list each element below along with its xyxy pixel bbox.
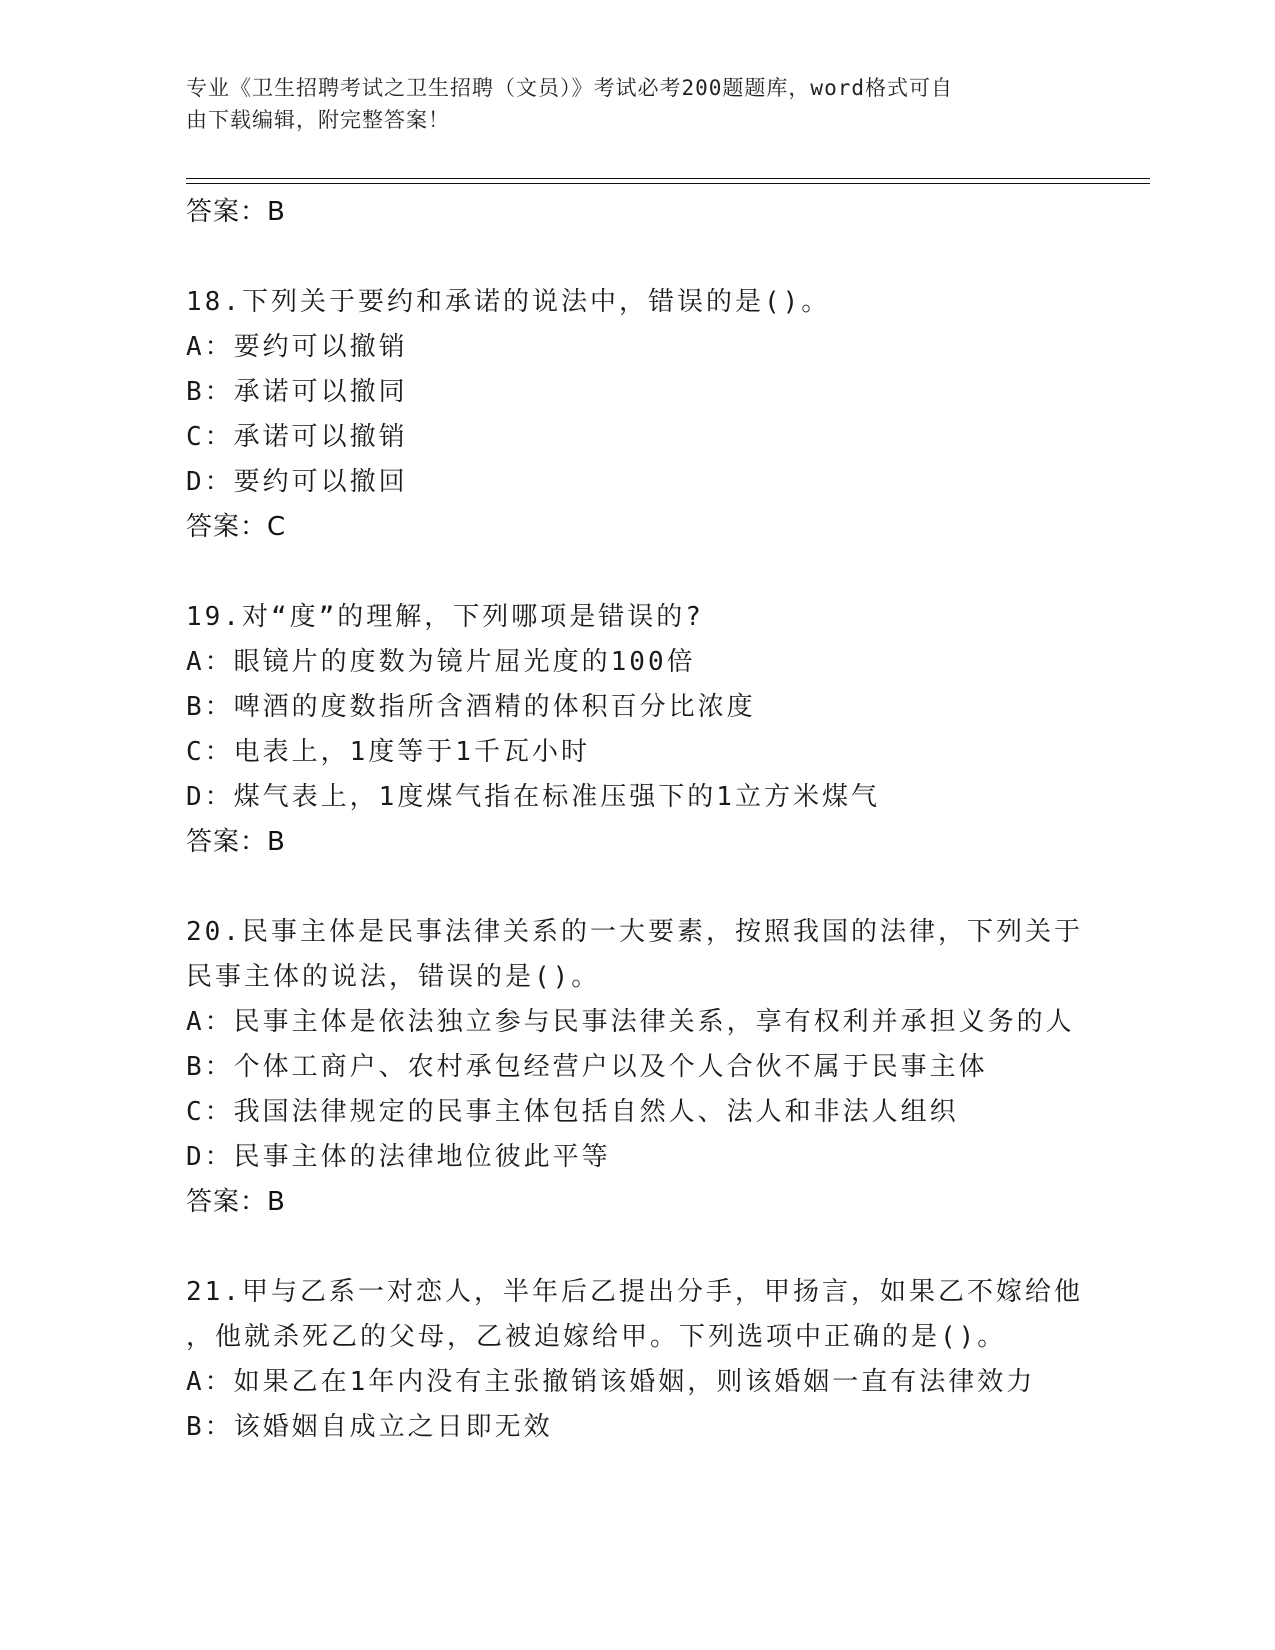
answer: 答案：B — [186, 1187, 286, 1217]
option-a: A：要约可以撤销 — [186, 332, 408, 362]
option-c: C：我国法律规定的民事主体包括自然人、法人和非法人组织 — [186, 1097, 959, 1127]
option-b: B：个体工商户、农村承包经营户以及个人合伙不属于民事主体 — [186, 1052, 988, 1082]
header-rule-bottom — [186, 183, 1150, 184]
question-stem: 19.对“度”的理解，下列哪项是错误的? — [186, 602, 704, 632]
question-20 — [186, 910, 1086, 1225]
question-stem: 18.下列关于要约和承诺的说法中，错误的是()。 — [186, 287, 831, 317]
option-d: D：民事主体的法律地位彼此平等 — [186, 1142, 611, 1172]
header-rule-top — [186, 178, 1150, 179]
question-stem-cont: 民事主体的说法，错误的是()。 — [186, 962, 601, 992]
question-21 — [186, 1270, 1086, 1450]
header-line-1: 专业《卫生招聘考试之卫生招聘（文员）》考试必考200题题库，word格式可自 — [186, 76, 953, 100]
question-list — [186, 190, 1086, 1495]
question-18 — [186, 280, 1086, 550]
question-stem-cont: ，他就杀死乙的父母，乙被迫嫁给甲。下列选项中正确的是()。 — [186, 1322, 1007, 1352]
option-d: D：煤气表上，1度煤气指在标准压强下的1立方米煤气 — [186, 782, 880, 812]
option-c: C：承诺可以撤销 — [186, 422, 408, 452]
option-b: B：啤酒的度数指所含酒精的体积百分比浓度 — [186, 692, 756, 722]
option-d: D：要约可以撤回 — [186, 467, 408, 497]
question-stem: 20.民事主体是民事法律关系的一大要素，按照我国的法律，下列关于 — [186, 917, 1083, 947]
answer: 答案：B — [186, 827, 286, 857]
option-b: B：该婚姻自成立之日即无效 — [186, 1412, 553, 1442]
option-c: C：电表上，1度等于1千瓦小时 — [186, 737, 590, 767]
previous-answer: 答案：B — [186, 197, 286, 227]
option-a: A：如果乙在1年内没有主张撤销该婚姻，则该婚姻一直有法律效力 — [186, 1367, 1036, 1397]
option-a: A：眼镜片的度数为镜片屈光度的100倍 — [186, 647, 696, 677]
question-stem: 21.甲与乙系一对恋人，半年后乙提出分手，甲扬言，如果乙不嫁给他 — [186, 1277, 1083, 1307]
header-line-2: 由下载编辑，附完整答案！ — [186, 108, 450, 132]
question-19 — [186, 595, 1086, 865]
document-header — [186, 72, 1066, 136]
option-b: B：承诺可以撤同 — [186, 377, 408, 407]
option-a: A：民事主体是依法独立参与民事法律关系，享有权利并承担义务的人 — [186, 1007, 1075, 1037]
answer: 答案：C — [186, 512, 287, 542]
